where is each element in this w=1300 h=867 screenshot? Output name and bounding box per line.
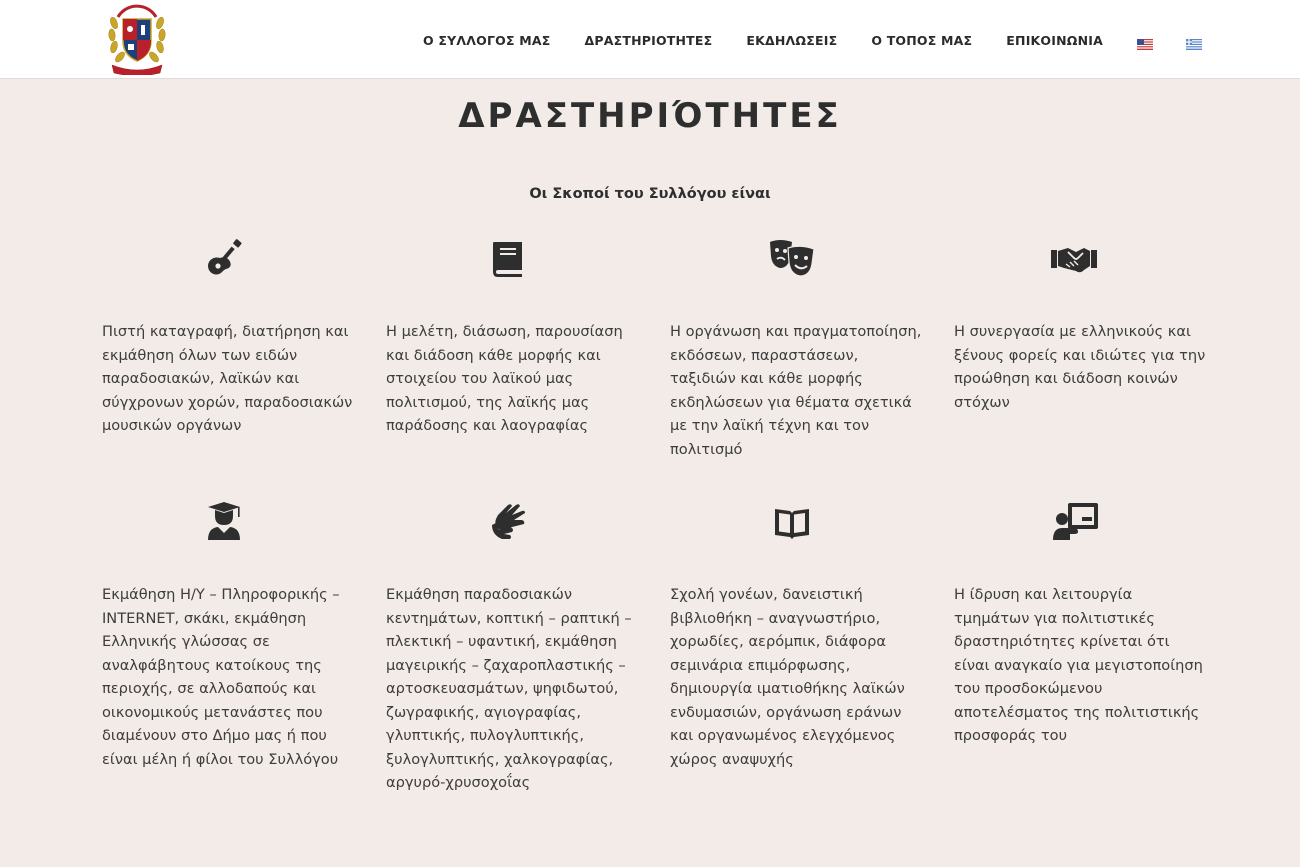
nav-activities[interactable]: ΔΡΑΣΤΗΡΙΟΤΗΤΕΣ [584,32,713,48]
graduate-icon [204,501,244,541]
nav-our-place[interactable]: Ο ΤΟΠΟΣ ΜΑΣ [871,32,973,48]
teacher-board-icon [1052,501,1092,541]
activity-text: Σχολή γονέων, δανειστική βιβλιοθήκη – αναγνωστήριο, χορωδίες, αερόμπικ, διάφορα σεμινάρια επιμόρφωσης, δημιουργία ιματιοθήκης λαϊκών ενδυμασιών, οργάνωση εράνων και οργανωμένος ελεγχόμενος χώρος αναψυχής [670,586,905,768]
section-subtitle: Οι Σκοποί του Συλλόγου είναι [529,186,771,202]
activity-text: Η συνεργασία με ελληνικούς και ξένους φορείς και ιδιώτες για την προώθηση και διάδοση κοινών στόχων [954,323,1206,411]
activity-text: Η οργάνωση και πραγματοποίηση, εκδόσεων, παραστάσεων, ταξιδιών και κάθε μορφής εκδηλώσεων για θέματα σχετικά με την λαϊκή τέχνη και τον πολιτισμό [670,323,922,458]
book-icon [488,238,528,278]
nav-about[interactable]: Ο ΣΥΛΛΟΓΟΣ ΜΑΣ [423,32,551,48]
activity-text: Εκμάθηση παραδοσιακών κεντημάτων, κοπτική – ραπτική – πλεκτική – υφαντική, εκμάθηση μαγειρικής – ζαχαροπλαστικής – αρτοσκευασμάτων, ψηφιδωτού, ζωγραφικής, αγιογραφίας, γλυπτικής, πυλογλυπτικής, ξυλογλυπτικής, χαλκογραφίας, αργυρό-χρυσοχοΐας [386,586,632,791]
activity-text: Πιστή καταγραφή, διατήρηση και εκμάθηση όλων των ειδών παραδοσιακών, λαϊκών και σύγχρονων χορών, παραδοσιακών μουσικών οργάνων [102,323,353,434]
activity-text: Η μελέτη, διάσωση, παρουσίαση και διάδοση κάθε μορφής και στοιχείου του λαϊκού μας πολιτισμού, της λαϊκής μας παράδοσης και λαογραφίας [386,323,623,434]
main-nav [423,28,1202,52]
guitar-icon [204,238,244,278]
nav-events[interactable]: ΕΚΔΗΛΩΣΕΙΣ [746,32,838,48]
handshake-icon [1050,238,1090,278]
site-header [0,0,1300,79]
activity-text: Εκμάθηση Η/Υ – Πληροφορικής – INTERNET, σκάκι, εκμάθηση Ελληνικής γλώσσας σε αναλφάβητους κατοίκους της περιοχής, σε αλλοδαπούς και οικονομικούς μετανάστες που διαμένουν στο Δήμο μας ή που είναι μέλη ή φίλοι του Συλλόγου [102,586,340,768]
sign-language-icon [488,501,528,541]
page-title: ΔΡΑΣΤΗΡΙΌΤΗΤΕΣ [458,96,842,136]
theater-masks-icon [768,238,808,278]
activity-text: Η ίδρυση και λειτουργία τμημάτων για πολιτιστικές δραστηριότητες κρίνεται ότι είναι αναγκαίο για μεγιστοποίηση του προσδοκώμενου αποτελέσματος της πολιτιστικής προσφοράς του [954,586,1203,744]
open-book-icon [772,501,812,541]
greek-flag-icon[interactable] [1186,35,1202,46]
nav-contact[interactable]: ΕΠΙΚΟΙΝΩΝΙΑ [1006,32,1103,48]
site-logo[interactable] [106,3,168,75]
us-flag-icon[interactable] [1137,35,1153,46]
